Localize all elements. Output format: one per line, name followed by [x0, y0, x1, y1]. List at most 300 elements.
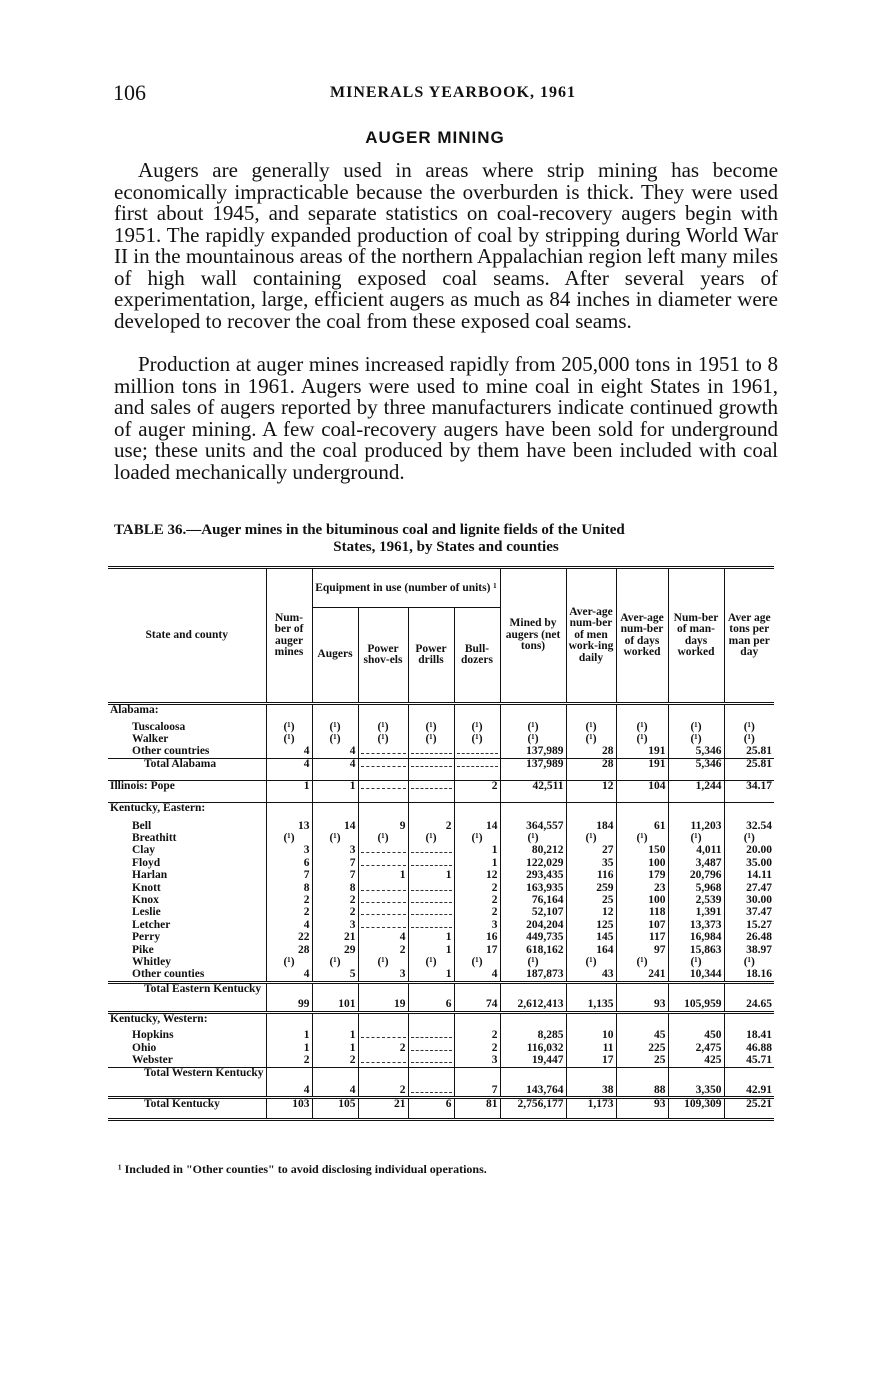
- table-cell: 1,391: [668, 907, 724, 919]
- table-cell: 20,796: [668, 870, 724, 882]
- table-cell: 1: [358, 870, 408, 882]
- table-cell: 1: [408, 945, 454, 957]
- table-total-row: [108, 759, 774, 781]
- table-cell: 4: [266, 759, 312, 781]
- table-cell: 28: [566, 746, 616, 758]
- table-cell: (¹): [724, 734, 774, 746]
- table-cell: 18.41: [724, 1030, 774, 1042]
- table-cell: 449,735: [500, 932, 566, 944]
- table-cell: (¹): [616, 722, 668, 734]
- table-cell: 2: [454, 895, 500, 907]
- section-title: AUGER MINING: [365, 128, 505, 147]
- table-cell: (¹): [668, 734, 724, 746]
- table-cell: 4: [312, 759, 358, 781]
- table-cell: 184: [566, 821, 616, 833]
- table-cell: 22: [266, 932, 312, 944]
- paragraph-2: Production at auger mines increased rapidly from 205,000 tons in 1951 to 8 million tons in 1961. Augers were used to mine coal in eight States in 1961, and sales of augers reported by three manufacturers indicate continued growth of auger mining. A few coal-recovery augers have been sold for underground use; these units and the coal produced by them have been included with coal loaded mechanically underground.: [114, 352, 778, 484]
- table-caption-line2: States, 1961, by States and counties: [333, 539, 559, 555]
- table-cell: (¹): [454, 722, 500, 734]
- table-cell: (¹): [616, 833, 668, 845]
- table-cell: (¹): [724, 722, 774, 734]
- table-caption: [114, 522, 778, 556]
- table-cell: 259: [566, 883, 616, 895]
- table-row: [108, 821, 774, 833]
- table-cell: 204,204: [500, 920, 566, 932]
- table-cell: 5: [312, 969, 358, 982]
- table-cell: 103: [266, 1098, 312, 1120]
- table-cell: 163,935: [500, 883, 566, 895]
- table-total-row: [108, 1068, 774, 1098]
- table-row: [108, 932, 774, 944]
- col-mined: Mined by augers (net tons): [500, 568, 566, 704]
- table-row: [108, 722, 774, 734]
- table-row: [108, 957, 774, 969]
- empty-dash: [361, 859, 406, 866]
- table-cell: 109,309: [668, 1098, 724, 1120]
- table-cell: 5,346: [668, 759, 724, 781]
- table-cell: (¹): [724, 833, 774, 845]
- empty-dash: [411, 760, 452, 767]
- table-cell: 13,373: [668, 920, 724, 932]
- table-cell: 26.48: [724, 932, 774, 944]
- empty-dash: [411, 896, 452, 903]
- table-cell: [408, 746, 454, 758]
- row-label: Whitley: [132, 955, 171, 968]
- table-cell: 15.27: [724, 920, 774, 932]
- table-cell: 3: [266, 845, 312, 857]
- table-cell: 93: [616, 982, 668, 1012]
- table-cell: 15,863: [668, 945, 724, 957]
- table-cell: 3: [358, 969, 408, 982]
- table-cell: 241: [616, 969, 668, 982]
- table-cell: (¹): [358, 833, 408, 845]
- col-power-drills: Power drills: [408, 608, 454, 704]
- table-cell: 2: [454, 1043, 500, 1055]
- col-augers: Augers: [312, 608, 358, 704]
- table-cell: 5,968: [668, 883, 724, 895]
- table-cell: [408, 895, 454, 907]
- table-cell: (¹): [408, 833, 454, 845]
- empty-dash: [361, 921, 406, 928]
- row-label: Illinois: Pope: [108, 781, 266, 803]
- table-cell: 21: [358, 1098, 408, 1120]
- row-label: Alabama:: [110, 704, 159, 716]
- table-cell: 364,557: [500, 821, 566, 833]
- row-label: Total Kentucky: [108, 1098, 266, 1120]
- empty-dash: [411, 908, 452, 915]
- empty-dash: [361, 884, 406, 891]
- table-cell: 4: [266, 1068, 312, 1098]
- table-cell: 28: [266, 945, 312, 957]
- table-cell: 30.00: [724, 895, 774, 907]
- row-label: Other counties: [132, 968, 205, 981]
- table-cell: [566, 704, 616, 722]
- table-cell: 117: [616, 932, 668, 944]
- empty-dash: [411, 782, 452, 789]
- table-cell: 34.17: [724, 781, 774, 803]
- table-cell: (¹): [616, 734, 668, 746]
- empty-dash: [361, 1031, 406, 1038]
- table-cell: 225: [616, 1043, 668, 1055]
- table-header: [108, 568, 774, 704]
- table-cell: [358, 1030, 408, 1042]
- empty-dash: [361, 782, 406, 789]
- table-cell: 4: [312, 746, 358, 758]
- empty-dash: [361, 908, 406, 915]
- table-cell: [358, 1012, 408, 1030]
- table-cell: 187,873: [500, 969, 566, 982]
- table-row: [108, 969, 774, 982]
- table-cell: [408, 1055, 454, 1067]
- table-cell: 2: [454, 1030, 500, 1042]
- table-row: [108, 833, 774, 845]
- table-cell: 12: [566, 907, 616, 919]
- table-cell: 100: [616, 858, 668, 870]
- table-cell: [408, 907, 454, 919]
- table-cell: 38: [566, 1068, 616, 1098]
- table-total-row: [108, 982, 774, 1012]
- empty-dash: [411, 846, 452, 853]
- table-cell: 29: [312, 945, 358, 957]
- table-cell: [500, 704, 566, 722]
- table-cell: [408, 704, 454, 722]
- table-cell: 118: [616, 907, 668, 919]
- table-cell: 17: [566, 1055, 616, 1067]
- table-cell: 27: [566, 845, 616, 857]
- table-cell: [408, 1043, 454, 1055]
- table-cell: [408, 781, 454, 803]
- table-cell: (¹): [566, 833, 616, 845]
- table-cell: 16,984: [668, 932, 724, 944]
- table-cell: 2,756,177: [500, 1098, 566, 1120]
- row-label: Clay: [132, 844, 155, 857]
- table-cell: [358, 907, 408, 919]
- table-cell: 137,989: [500, 759, 566, 781]
- table-cell: 4: [358, 932, 408, 944]
- empty-dash: [457, 760, 498, 767]
- table-cell: 1: [266, 1043, 312, 1055]
- table-cell: [358, 746, 408, 758]
- table-cell: 1: [408, 932, 454, 944]
- table-cell: [566, 1012, 616, 1030]
- table-cell: 125: [566, 920, 616, 932]
- auger-mines-table: [108, 566, 774, 1121]
- table-cell: 28: [566, 759, 616, 781]
- table-row: [108, 870, 774, 882]
- table-cell: [454, 803, 500, 821]
- table-cell: 12: [454, 870, 500, 882]
- row-label: Letcher: [132, 918, 171, 931]
- table-cell: 7: [312, 858, 358, 870]
- table-cell: (¹): [266, 833, 312, 845]
- empty-dash: [411, 1031, 452, 1038]
- table-cell: [312, 1012, 358, 1030]
- table-cell: 145: [566, 932, 616, 944]
- col-equipment-group: Equipment in use (number of units) ¹: [312, 568, 500, 608]
- table-row: [108, 1012, 774, 1030]
- table-cell: 23: [616, 883, 668, 895]
- table-cell: (¹): [500, 722, 566, 734]
- table-cell: 38.97: [724, 945, 774, 957]
- col-power-shovels: Power shov-els: [358, 608, 408, 704]
- row-label: Total Alabama: [108, 759, 266, 781]
- table-cell: 8: [312, 883, 358, 895]
- table-cell: 1: [266, 1030, 312, 1042]
- table-cell: 9: [358, 821, 408, 833]
- table-cell: [358, 883, 408, 895]
- table-cell: 74: [454, 982, 500, 1012]
- table-cell: 2: [312, 895, 358, 907]
- table-cell: [312, 803, 358, 821]
- table-cell: 2: [312, 907, 358, 919]
- table-cell: 2: [358, 945, 408, 957]
- empty-dash: [361, 896, 406, 903]
- table-cell: [408, 845, 454, 857]
- table-cell: [616, 803, 668, 821]
- table-cell: [668, 803, 724, 821]
- table-cell: 3: [454, 920, 500, 932]
- table-row: [108, 1055, 774, 1067]
- table-cell: 7: [266, 870, 312, 882]
- table-cell: [266, 1012, 312, 1030]
- table-cell: 1,173: [566, 1098, 616, 1120]
- page-number: 106: [113, 80, 146, 105]
- table-cell: 16: [454, 932, 500, 944]
- col-state-county: State and county: [145, 628, 228, 641]
- paragraph-1: Augers are generally used in areas where strip mining has become economically impracticable because the overburden is thick. They were used first about 1945, and separate statistics on coal-recovery augers begin with 1951. The rapidly expanded production of coal by stripping during World War II in the mountainous areas of the northern Appalachian region left many miles of high wall containing exposed coal seams. After several years of experimentation, large, efficient augers as much as 84 inches in diameter were developed to recover the coal from these exposed coal seams.: [114, 158, 778, 333]
- table-cell: 25.21: [724, 1098, 774, 1120]
- table-cell: 143,764: [500, 1068, 566, 1098]
- table-cell: [454, 759, 500, 781]
- empty-dash: [411, 859, 452, 866]
- table-cell: 14: [312, 821, 358, 833]
- table-cell: 293,435: [500, 870, 566, 882]
- table-cell: 4,011: [668, 845, 724, 857]
- table-cell: [408, 883, 454, 895]
- table-cell: 3,350: [668, 1068, 724, 1098]
- table-cell: 35: [566, 858, 616, 870]
- table-cell: [454, 746, 500, 758]
- table-cell: (¹): [312, 722, 358, 734]
- table-cell: 137,989: [500, 746, 566, 758]
- table-cell: 105: [312, 1098, 358, 1120]
- table-cell: (¹): [266, 734, 312, 746]
- table-cell: [408, 1030, 454, 1042]
- table-cell: [454, 704, 500, 722]
- table-footnote: ¹ Included in "Other counties" to avoid disclosing individual operations.: [118, 1162, 487, 1176]
- table-cell: [408, 1068, 454, 1098]
- table-cell: 107: [616, 920, 668, 932]
- table-cell: [358, 845, 408, 857]
- table-row: [108, 907, 774, 919]
- table-row: [108, 945, 774, 957]
- table-cell: [358, 781, 408, 803]
- row-label: Pike: [132, 943, 154, 956]
- table-cell: (¹): [408, 734, 454, 746]
- row-label: Perry: [132, 931, 161, 944]
- table-cell: [266, 704, 312, 722]
- row-label: Hopkins: [132, 1029, 174, 1042]
- table-cell: (¹): [266, 722, 312, 734]
- table-cell: 21: [312, 932, 358, 944]
- col-man-days: Num-ber of man-days worked: [668, 568, 724, 704]
- table-cell: 88: [616, 1068, 668, 1098]
- table-cell: 11: [566, 1043, 616, 1055]
- col-tons-per-man: Aver age tons per man per day: [724, 568, 774, 704]
- table-cell: [408, 759, 454, 781]
- table-body: [108, 704, 774, 1120]
- table-cell: (¹): [500, 734, 566, 746]
- table-cell: (¹): [454, 734, 500, 746]
- table-cell: 25.81: [724, 759, 774, 781]
- table-cell: 2: [454, 781, 500, 803]
- table-cell: 1: [454, 858, 500, 870]
- table-cell: (¹): [668, 833, 724, 845]
- table-cell: 122,029: [500, 858, 566, 870]
- table-cell: 191: [616, 759, 668, 781]
- table-cell: (¹): [408, 722, 454, 734]
- row-label: Breathitt: [132, 832, 177, 845]
- table-cell: 116: [566, 870, 616, 882]
- table-cell: 10,344: [668, 969, 724, 982]
- empty-dash: [411, 1056, 452, 1063]
- table-cell: (¹): [266, 957, 312, 969]
- table-cell: 19,447: [500, 1055, 566, 1067]
- table-cell: 7: [454, 1068, 500, 1098]
- table-row: [108, 1030, 774, 1042]
- table-cell: (¹): [616, 957, 668, 969]
- table-cell: 10: [566, 1030, 616, 1042]
- table-cell: 20.00: [724, 845, 774, 857]
- table-cell: (¹): [668, 722, 724, 734]
- row-label: Other countries: [132, 745, 210, 758]
- table-cell: 450: [668, 1030, 724, 1042]
- row-label: Leslie: [132, 906, 161, 919]
- table-cell: 2,612,413: [500, 982, 566, 1012]
- table-cell: 116,032: [500, 1043, 566, 1055]
- table-cell: 1: [408, 870, 454, 882]
- table-cell: [500, 1012, 566, 1030]
- col-bulldozers: Bull-dozers: [454, 608, 500, 704]
- table-cell: 14.11: [724, 870, 774, 882]
- table-cell: 37.47: [724, 907, 774, 919]
- col-avg-men: Aver-age num-ber of men work-ing daily: [566, 568, 616, 704]
- table-cell: 1,244: [668, 781, 724, 803]
- table-cell: [312, 704, 358, 722]
- table-cell: 93: [616, 1098, 668, 1120]
- table-cell: (¹): [724, 957, 774, 969]
- table-cell: 4: [266, 969, 312, 982]
- table-cell: 12: [566, 781, 616, 803]
- table-cell: [358, 759, 408, 781]
- row-label: Walker: [132, 732, 169, 745]
- table-cell: (¹): [454, 833, 500, 845]
- table-cell: 80,212: [500, 845, 566, 857]
- table-cell: 2: [454, 883, 500, 895]
- table-cell: 8: [266, 883, 312, 895]
- table-cell: 11,203: [668, 821, 724, 833]
- empty-dash: [361, 760, 406, 767]
- table-cell: (¹): [566, 957, 616, 969]
- empty-dash: [361, 1056, 406, 1063]
- row-label: Floyd: [132, 856, 161, 869]
- table-cell: 99: [266, 982, 312, 1012]
- table-caption-line1: TABLE 36.—Auger mines in the bituminous coal and lignite fields of the United: [114, 522, 625, 538]
- table-cell: (¹): [312, 734, 358, 746]
- table-cell: 4: [266, 746, 312, 758]
- table-cell: 4: [266, 920, 312, 932]
- empty-dash: [457, 747, 498, 754]
- table-cell: 27.47: [724, 883, 774, 895]
- table-cell: 76,164: [500, 895, 566, 907]
- table-cell: 6: [408, 1098, 454, 1120]
- table-cell: 1: [312, 781, 358, 803]
- table-cell: 1: [266, 781, 312, 803]
- table-cell: 14: [454, 821, 500, 833]
- table-cell: (¹): [408, 957, 454, 969]
- table-cell: (¹): [500, 957, 566, 969]
- table-row: [108, 746, 774, 758]
- table-cell: 13: [266, 821, 312, 833]
- row-label: Knott: [132, 881, 161, 894]
- table-cell: 100: [616, 895, 668, 907]
- table-cell: 104: [616, 781, 668, 803]
- table-cell: 35.00: [724, 858, 774, 870]
- empty-dash: [411, 921, 452, 928]
- col-avg-days: Aver-age num-ber of days worked: [616, 568, 668, 704]
- table-cell: [724, 1012, 774, 1030]
- table-cell: 32.54: [724, 821, 774, 833]
- table-cell: 2,475: [668, 1043, 724, 1055]
- table-cell: [266, 803, 312, 821]
- table-cell: 2,539: [668, 895, 724, 907]
- table-cell: [500, 803, 566, 821]
- table-cell: 1: [454, 845, 500, 857]
- table-cell: 150: [616, 845, 668, 857]
- table-cell: [358, 704, 408, 722]
- table-cell: 101: [312, 982, 358, 1012]
- table-cell: (¹): [566, 722, 616, 734]
- table-cell: [408, 803, 454, 821]
- table-cell: [668, 1012, 724, 1030]
- col-num-mines: Num-ber of auger mines: [266, 568, 312, 704]
- table-cell: 3: [454, 1055, 500, 1067]
- table-cell: [454, 1012, 500, 1030]
- table-cell: (¹): [358, 957, 408, 969]
- table-cell: 2: [266, 895, 312, 907]
- table-cell: 7: [312, 870, 358, 882]
- empty-dash: [411, 747, 452, 754]
- table-cell: 2: [312, 1055, 358, 1067]
- table-cell: (¹): [454, 957, 500, 969]
- row-label: Tuscaloosa: [132, 720, 186, 733]
- table-row: [108, 781, 774, 803]
- table-cell: 25: [616, 1055, 668, 1067]
- table-cell: 6: [408, 982, 454, 1012]
- table-cell: [724, 803, 774, 821]
- table-row: [108, 895, 774, 907]
- table-cell: (¹): [358, 734, 408, 746]
- table-cell: 42.91: [724, 1068, 774, 1098]
- table-cell: (¹): [566, 734, 616, 746]
- table-cell: 3: [312, 845, 358, 857]
- table-cell: 18.16: [724, 969, 774, 982]
- table-cell: [724, 704, 774, 722]
- table-cell: 1: [408, 969, 454, 982]
- table-cell: [616, 1012, 668, 1030]
- table-cell: 24.65: [724, 982, 774, 1012]
- table-cell: 97: [616, 945, 668, 957]
